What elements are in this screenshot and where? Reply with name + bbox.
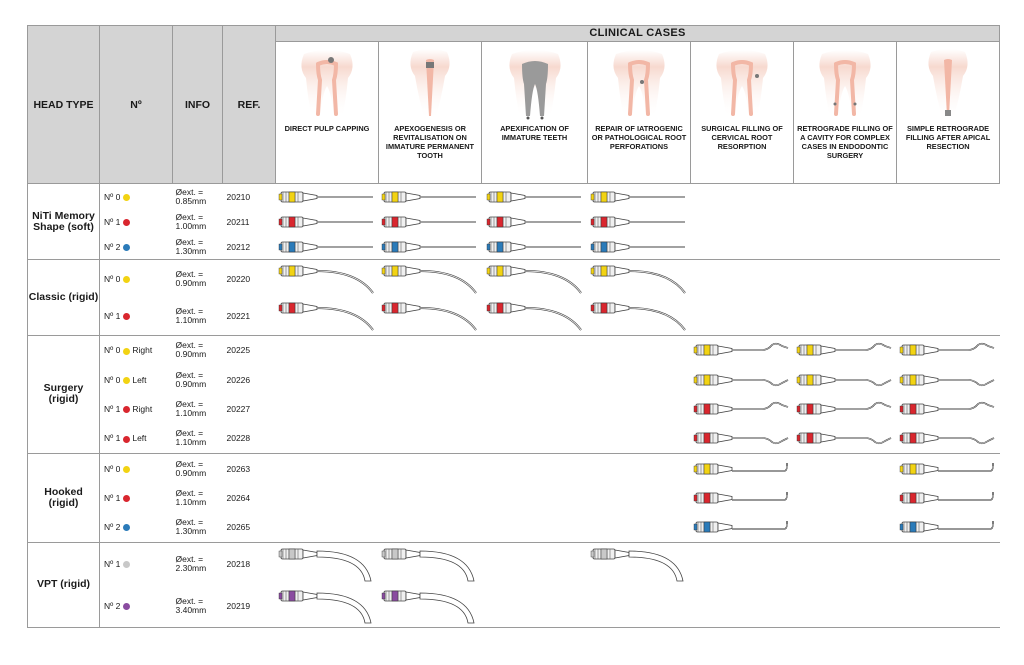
reference-number: 20220 [223,260,276,298]
case-cell [276,454,379,484]
tip-number: Nº 1 [104,433,121,444]
reference-number: 20265 [223,513,276,543]
tip-vpt-icon [276,586,379,626]
tip-number: Nº 0 [104,345,121,356]
case-cell [379,335,482,365]
case-cell [379,394,482,424]
tip-hooked-icon [691,459,794,479]
case-cell [588,260,691,298]
tip-curved-icon [276,262,379,296]
tip-number: Nº 1 [104,492,121,503]
case-cell [276,209,379,234]
tip-straight-icon [276,187,379,207]
case-cell [276,297,379,335]
tip-curved-icon [588,299,691,333]
case-cell [794,365,897,395]
table-row [28,542,1000,585]
case-cell [379,483,482,513]
tooth-illustration-icon [588,44,690,124]
case-cell [691,394,794,424]
tip-straight-icon [588,212,691,232]
reference-number: 20227 [226,404,251,415]
case-cell [482,542,588,585]
tip-straight-icon [379,212,482,232]
case-header-5 [691,41,794,183]
diameter-info: Øext. = 2.30mm [173,542,223,585]
table-row [28,424,1000,454]
tip-number-cell [100,260,173,298]
tip-surgery-right-icon [897,399,1000,419]
reference-number: 20210 [223,184,276,209]
tip-straight-icon [276,237,379,257]
tooth-illustration-icon [379,44,481,124]
case-cell [379,365,482,395]
head-type-group: NiTi Memory Shape (soft) [28,184,100,260]
info-header: INFO [173,26,223,184]
color-dot-icon [123,561,130,568]
table-row [28,454,1000,484]
tip-number-cell [100,209,173,234]
reference-number: 20263 [223,454,276,484]
tip-number: Nº 0 [104,273,121,284]
case-cell [276,184,379,209]
head-type-group: VPT (rigid) [28,542,100,627]
head-type-group: Hooked (rigid) [28,454,100,543]
case-cell [794,483,897,513]
tip-number-cell [100,542,173,585]
reference-number: 20226 [226,374,251,385]
case-cell [588,394,691,424]
case-cell [691,483,794,513]
case-cell [588,542,691,585]
tip-surgery-left-icon [691,428,794,448]
case-cell [588,454,691,484]
case-header-2 [379,41,482,183]
diameter-info: Øext. = 1.00mm [175,211,207,231]
diameter-info: Øext. = 1.10mm [175,399,207,419]
tooth-illustration-icon [276,44,378,124]
reference-number: 20221 [223,297,276,335]
case-label: APEXOGENESIS OR REVITALISATION ON IMMATURE PERMANENT TOOTH [385,123,475,160]
tip-number: Nº 0 [104,191,121,202]
table-row [28,260,1000,298]
case-cell [379,513,482,543]
tip-straight-icon [482,237,588,257]
case-cell [897,513,1000,543]
color-dot-icon [123,603,130,610]
case-cell [588,585,691,628]
case-cell [794,424,897,454]
color-dot-icon [123,348,130,355]
case-cell [588,184,691,209]
case-header-3 [482,41,588,183]
tip-number: Nº 1 [104,311,121,322]
tip-vpt-icon [379,544,482,584]
tip-side: Left [132,433,147,444]
case-cell [588,513,691,543]
case-cell [379,184,482,209]
tip-vpt-icon [276,544,379,584]
tip-number-cell [100,184,173,209]
reference-number: 20211 [226,216,250,227]
color-dot-icon [123,524,130,531]
tip-surgery-left-icon [794,370,897,390]
tip-straight-icon [588,187,691,207]
diameter-info: Øext. = 0.90mm [173,260,223,298]
case-cell [897,365,1000,395]
case-cell [482,424,588,454]
case-cell [482,585,588,628]
case-header-1 [276,41,379,183]
case-cell [482,454,588,484]
diameter-info: Øext. = 1.30mm [173,513,223,543]
clinical-cases-header: CLINICAL CASES [276,26,1000,42]
case-cell [897,234,1000,259]
case-label: SURGICAL FILLING OF CERVICAL ROOT RESORPTION [701,123,783,151]
case-cell [794,542,897,585]
case-cell [482,365,588,395]
case-cell [379,424,482,454]
tooth-illustration-icon [794,44,896,124]
case-cell [794,394,897,424]
tip-number: Nº 0 [104,374,121,385]
case-cell [691,209,794,234]
case-cell [482,234,588,259]
tip-straight-icon [276,212,379,232]
color-dot-icon [123,436,130,443]
case-cell [897,483,1000,513]
case-cell [588,483,691,513]
reference-number: 20218 [223,542,276,585]
case-cell [379,209,482,234]
case-header-6 [794,41,897,183]
color-dot-icon [123,244,130,251]
tip-number-cell [100,394,173,424]
tip-number: Nº 1 [104,404,121,415]
case-cell [897,585,1000,628]
case-cell [482,297,588,335]
case-cell [897,394,1000,424]
table-row [28,365,1000,395]
diameter-info: Øext. = 1.30mm [173,234,223,259]
tip-surgery-left-icon [691,370,794,390]
case-cell [691,297,794,335]
tip-hooked-icon [897,517,1000,537]
table-row [28,483,1000,513]
case-cell [276,585,379,628]
tooth-illustration-icon [482,44,587,124]
table-row [28,297,1000,335]
reference-number: 20212 [223,234,276,259]
tip-number: Nº 0 [104,463,121,474]
tip-hooked-icon [691,517,794,537]
case-cell [276,424,379,454]
case-cell [276,365,379,395]
diameter-info: Øext. = 1.10mm [173,424,223,454]
case-cell [379,234,482,259]
tip-hooked-icon [897,488,1000,508]
color-dot-icon [123,495,130,502]
tip-curved-icon [588,262,691,296]
table-row [28,234,1000,259]
tip-number: Nº 2 [104,600,121,611]
diameter-info: Øext. = 1.10mm [175,487,207,507]
case-cell [897,209,1000,234]
tip-surgery-left-icon [897,428,1000,448]
case-cell [691,184,794,209]
number-header: Nº [100,26,173,184]
tip-vpt-icon [588,544,691,584]
color-dot-icon [123,276,130,283]
case-cell [379,542,482,585]
table-row [28,209,1000,234]
case-cell [588,424,691,454]
case-cell [691,542,794,585]
case-label: REPAIR OF IATROGENIC OR PATHOLOGICAL ROOT PERFORATIONS [591,123,687,151]
tip-hooked-icon [691,488,794,508]
tip-straight-icon [482,212,588,232]
case-cell [379,585,482,628]
reference-number: 20264 [226,492,251,503]
case-label: RETROGRADE FILLING OF A CAVITY FOR COMPLEX CASES IN ENDODONTIC SURGERY [797,123,893,160]
tip-surgery-left-icon [794,428,897,448]
tip-number-cell [100,424,173,454]
case-cell [794,454,897,484]
case-cell [588,297,691,335]
table-row [28,585,1000,628]
case-header-7 [897,41,1000,183]
color-dot-icon [123,194,130,201]
tip-surgery-right-icon [691,399,794,419]
case-cell [588,209,691,234]
case-cell [794,513,897,543]
tip-surgery-right-icon [897,340,1000,360]
table-row [28,184,1000,209]
diameter-info: Øext. = 3.40mm [173,585,223,628]
tip-side: Right [132,404,153,415]
tip-number-cell [100,234,173,259]
tip-number: Nº 1 [104,558,121,569]
tip-surgery-left-icon [897,370,1000,390]
tip-straight-icon [379,237,482,257]
case-cell [379,454,482,484]
case-cell [276,234,379,259]
head-type-group: Classic (rigid) [28,260,100,336]
tip-number: Nº 1 [104,216,121,227]
color-dot-icon [123,219,130,226]
case-cell [897,454,1000,484]
case-cell [276,542,379,585]
case-cell [794,297,897,335]
table-row [28,513,1000,543]
case-cell [897,184,1000,209]
case-cell [588,365,691,395]
tip-number-cell [100,483,173,513]
case-cell [482,335,588,365]
case-cell [276,394,379,424]
tooth-illustration-icon [691,44,793,124]
case-label: DIRECT PULP CAPPING [284,123,370,133]
color-dot-icon [123,466,130,473]
case-cell [794,234,897,259]
case-cell [379,260,482,298]
tip-number-cell [100,297,173,335]
case-cell [691,454,794,484]
ref-header: REF. [223,26,276,184]
reference-number: 20219 [223,585,276,628]
case-cell [482,184,588,209]
case-cell [897,260,1000,298]
color-dot-icon [123,406,130,413]
compatibility-table [27,25,1000,628]
case-cell [691,585,794,628]
case-cell [691,365,794,395]
case-cell [691,260,794,298]
case-cell [276,335,379,365]
case-cell [897,542,1000,585]
case-cell [897,297,1000,335]
case-cell [794,260,897,298]
tip-straight-icon [379,187,482,207]
case-cell [482,394,588,424]
case-header-4 [588,41,691,183]
color-dot-icon [123,377,130,384]
tip-surgery-right-icon [691,340,794,360]
case-cell [276,260,379,298]
case-cell [588,234,691,259]
case-cell [482,513,588,543]
tip-curved-icon [379,262,482,296]
case-cell [691,335,794,365]
case-cell [794,335,897,365]
case-cell [482,483,588,513]
diameter-info: Øext. = 0.85mm [173,184,223,209]
tip-number: Nº 2 [104,522,121,533]
tip-straight-icon [588,237,691,257]
table-row [28,394,1000,424]
tip-number-cell [100,454,173,484]
diameter-info: Øext. = 0.90mm [175,369,207,389]
case-cell [379,297,482,335]
tip-curved-icon [379,299,482,333]
diameter-info: Øext. = 0.90mm [173,454,223,484]
tooth-illustration-icon [897,44,999,124]
tip-number-cell [100,585,173,628]
reference-number: 20225 [223,335,276,365]
case-cell [794,585,897,628]
tip-number: Nº 2 [104,241,121,252]
case-cell [276,483,379,513]
color-dot-icon [123,313,130,320]
head-type-group: Surgery (rigid) [28,335,100,453]
tip-number-cell [100,513,173,543]
case-label: APEXIFICATION OF IMMATURE TEETH [500,123,569,142]
case-cell [588,335,691,365]
case-cell [691,513,794,543]
case-label: SIMPLE RETROGRADE FILLING AFTER APICAL RESECTION [905,123,991,151]
case-cell [276,513,379,543]
tip-number-cell [100,335,173,365]
tip-curved-icon [482,262,588,296]
tip-side: Right [132,345,153,356]
tip-curved-icon [482,299,588,333]
tip-side: Left [132,374,147,385]
case-cell [794,209,897,234]
case-cell [691,424,794,454]
case-cell [794,184,897,209]
tip-curved-icon [276,299,379,333]
reference-number: 20228 [223,424,276,454]
tip-vpt-icon [379,586,482,626]
tip-straight-icon [482,187,588,207]
tip-surgery-right-icon [794,340,897,360]
case-cell [897,424,1000,454]
tip-surgery-right-icon [794,399,897,419]
diameter-info: Øext. = 1.10mm [173,297,223,335]
diameter-info: Øext. = 0.90mm [173,335,223,365]
table-row [28,335,1000,365]
tip-number-cell [100,365,173,395]
tip-hooked-icon [897,459,1000,479]
case-cell [897,335,1000,365]
case-cell [482,209,588,234]
head-type-header: HEAD TYPE [28,26,100,184]
case-cell [691,234,794,259]
case-cell [482,260,588,298]
